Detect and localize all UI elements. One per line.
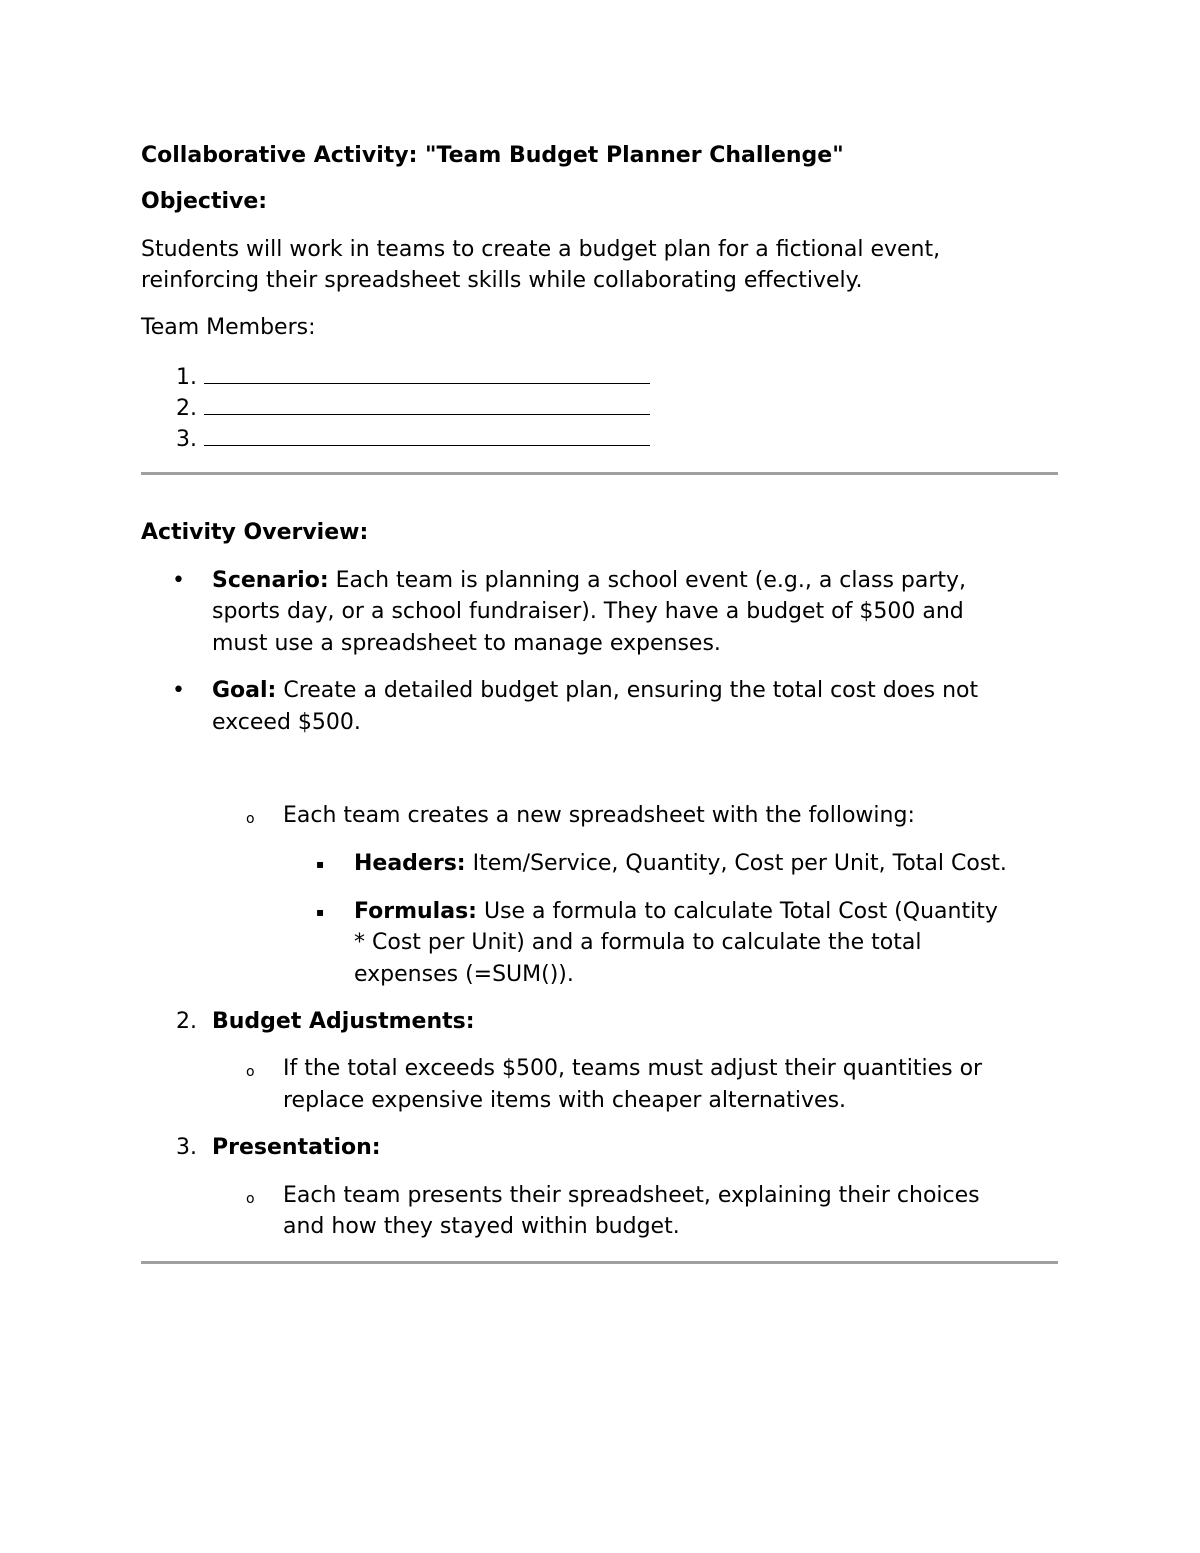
team-member-1[interactable]: 1.	[176, 361, 650, 394]
step1-text: Each team creates a new spreadsheet with the following:	[283, 803, 915, 828]
scenario-line: sports day, or a school fundraiser). They have a budget of $500 and	[212, 599, 964, 624]
team-member-3[interactable]: 3.	[176, 423, 650, 456]
scenario-line: Scenario: Each team is planning a school event (e.g., a class party,	[212, 568, 967, 593]
objective-line: Students will work in teams to create a budget plan for a fictional event,	[141, 237, 941, 262]
step2-heading: Budget Adjustments:	[212, 1009, 475, 1034]
step3-heading: Presentation:	[212, 1135, 381, 1160]
circle-bullet-icon: o	[246, 1191, 255, 1207]
formulas-line: expenses (=SUM()).	[354, 962, 574, 987]
step2-number: 2.	[176, 1009, 197, 1034]
scenario-line: must use a spreadsheet to manage expenses.	[212, 631, 721, 656]
headers-line: Headers: Item/Service, Quantity, Cost per Unit, Total Cost.	[354, 851, 1007, 876]
objective-line: reinforcing their spreadsheet skills while collaborating effectively.	[141, 268, 863, 293]
step2-line: replace expensive items with cheaper alternatives.	[283, 1088, 847, 1113]
divider	[141, 1261, 1058, 1264]
bullet-icon: •	[172, 568, 185, 593]
square-bullet-icon: ▪	[316, 857, 325, 871]
team-member-2[interactable]: 2.	[176, 392, 650, 425]
team-members-label: Team Members:	[141, 315, 316, 340]
objective-heading: Objective:	[141, 189, 268, 214]
step3-line: Each team presents their spreadsheet, explaining their choices	[283, 1183, 980, 1208]
circle-bullet-icon: o	[246, 1064, 255, 1080]
goal-line: exceed $500.	[212, 710, 361, 735]
step3-number: 3.	[176, 1135, 197, 1160]
divider	[141, 472, 1058, 475]
step3-line: and how they stayed within budget.	[283, 1214, 680, 1239]
overview-heading: Activity Overview:	[141, 520, 369, 545]
square-bullet-icon: ▪	[316, 905, 325, 919]
goal-line: Goal: Create a detailed budget plan, ensuring the total cost does not	[212, 678, 979, 703]
step2-line: If the total exceeds $500, teams must adjust their quantities or	[283, 1056, 983, 1081]
circle-bullet-icon: o	[246, 811, 255, 827]
formulas-line: Formulas: Use a formula to calculate Total Cost (Quantity	[354, 899, 998, 924]
bullet-icon: •	[172, 678, 185, 703]
formulas-line: * Cost per Unit) and a formula to calculate the total	[354, 930, 922, 955]
title: Collaborative Activity: "Team Budget Planner Challenge"	[141, 143, 844, 168]
